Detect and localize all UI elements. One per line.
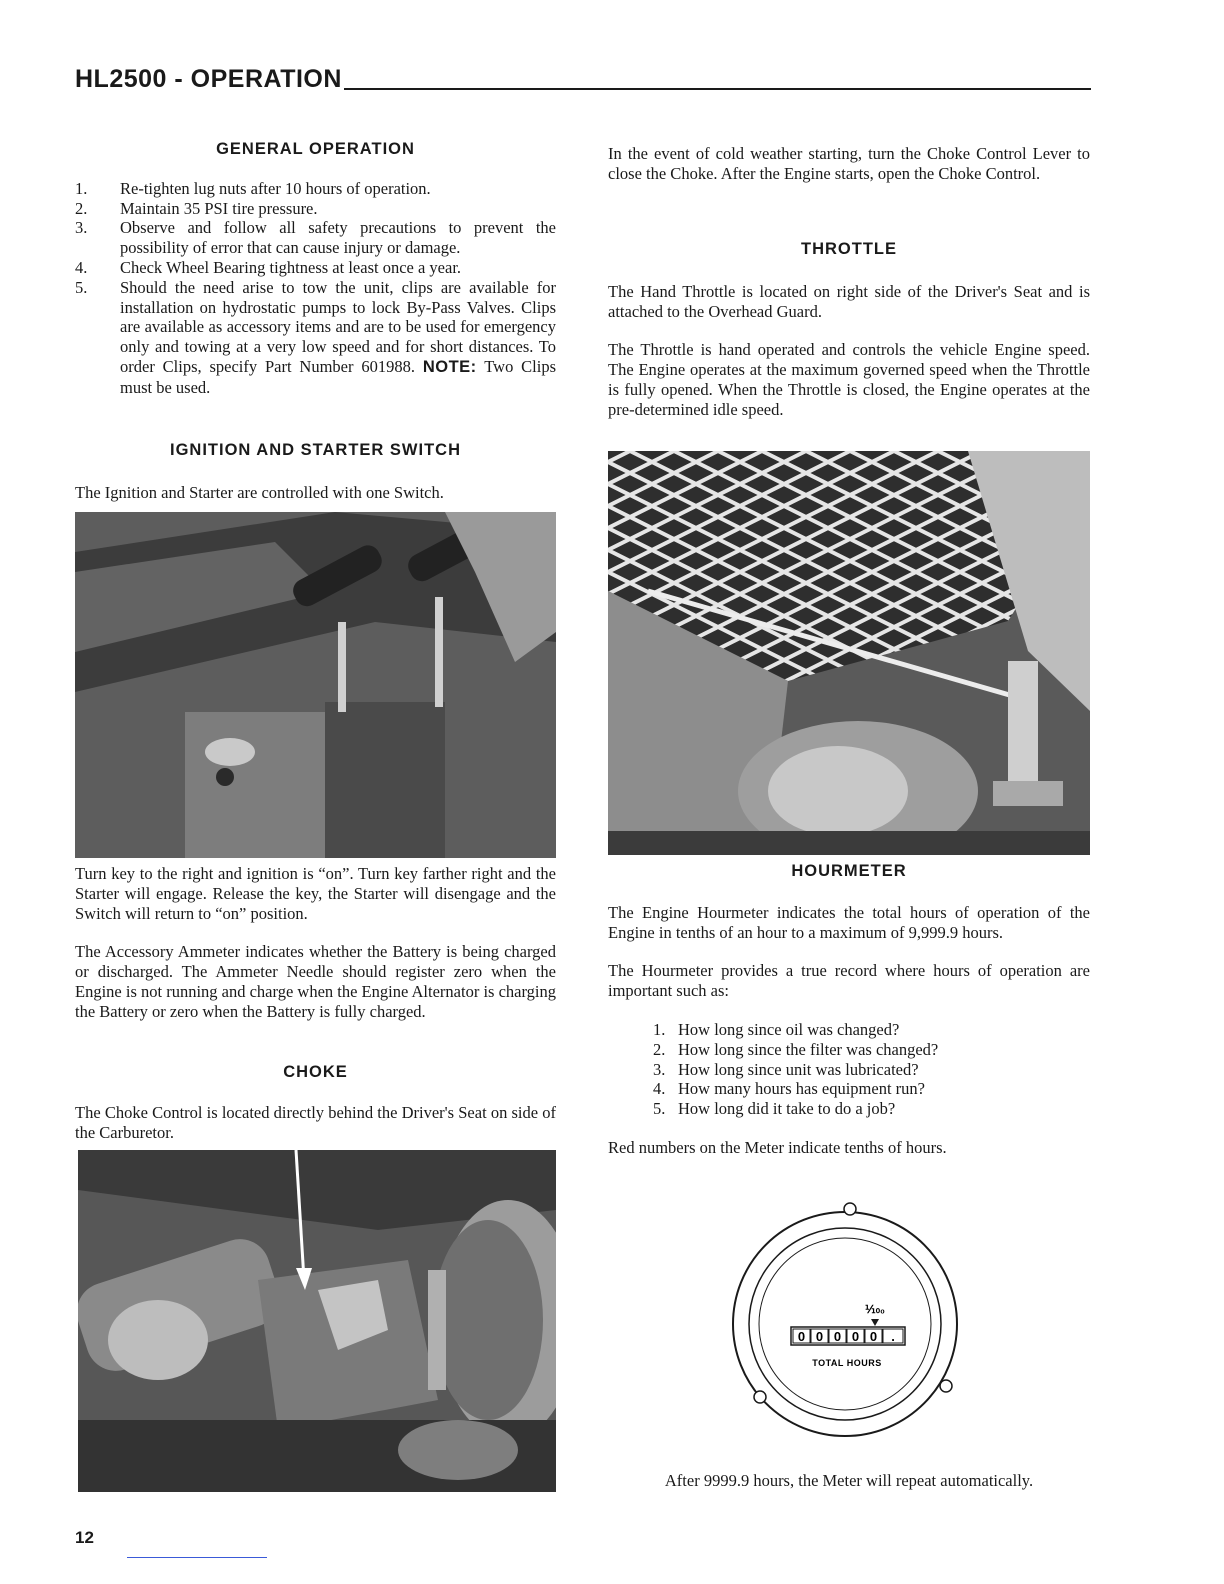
list-item: 5. Should the need arise to tow the unit, clips are available for installation on hydrostatic pumps to lock By-Pass Valves. Clips are available as accessory items and are to be used for emergency only and towing at a very low speed and for short distances. To order Clips, specify Part Number 601988. NOTE: Two Clips must be used. bbox=[75, 277, 557, 397]
page-number: 12 bbox=[75, 1528, 94, 1547]
general-operation-list bbox=[75, 179, 556, 398]
meter-digit: . bbox=[891, 1329, 895, 1344]
list-item: 2. Maintain 35 PSI tire pressure. bbox=[75, 198, 318, 218]
meter-digit: 0 bbox=[869, 1329, 878, 1344]
ignition-section bbox=[75, 441, 556, 503]
meter-digit: 0 bbox=[833, 1329, 842, 1344]
hourmeter-diagram bbox=[720, 1200, 970, 1452]
list-item: 1. Re-tighten lug nuts after 10 hours of operation. bbox=[75, 178, 431, 198]
tenths-mark: ⅒₀ bbox=[864, 1304, 886, 1316]
ignition-intro: The Ignition and Starter are controlled with one Switch. bbox=[75, 482, 444, 502]
list-item: 2. How long since the filter was changed? bbox=[653, 1039, 939, 1059]
general-operation-section bbox=[75, 140, 556, 398]
page-header bbox=[75, 58, 1091, 92]
mount-hole-right bbox=[940, 1380, 952, 1392]
list-item: 4. How many hours has equipment run? bbox=[653, 1079, 925, 1099]
hourmeter-section bbox=[608, 862, 1090, 1158]
throttle-operation-text: The Throttle is hand operated and controls the vehicle Engine speed. The Engine operates at the maximum governed speed when the Throttle is fully opened. When the Throttle is closed, the Engine operates at the pre-determined idle speed. bbox=[608, 340, 1090, 419]
header-rule bbox=[344, 88, 1091, 90]
hourmeter-gauge bbox=[720, 1200, 970, 1452]
list-item: 1. How long since oil was changed? bbox=[653, 1019, 900, 1039]
hourmeter-question-list bbox=[653, 1020, 1090, 1119]
red-numbers-text: Red numbers on the Meter indicate tenths of hours. bbox=[608, 1137, 947, 1157]
list-item: 4. Check Wheel Bearing tightness at least once a year. bbox=[75, 257, 462, 277]
total-hours-label: TOTAL HOURS bbox=[812, 1358, 882, 1368]
cold-start-text: In the event of cold weather starting, turn the Choke Control Lever to close the Choke. After the Engine starts, open the Choke Control. bbox=[608, 144, 1090, 183]
footer-rule bbox=[127, 1557, 267, 1558]
ammeter-text: The Accessory Ammeter indicates whether the Battery is being charged or discharged. The Ammeter Needle should register zero when the Engine is not running and charge when the Engine Alternator is charging the Battery or zero when the Battery is fully charged. bbox=[75, 942, 556, 1021]
throttle-photo bbox=[608, 451, 1090, 855]
mount-hole-left bbox=[754, 1391, 766, 1403]
general-operation-heading: GENERAL OPERATION bbox=[216, 140, 415, 158]
choke-text: The Choke Control is located directly behind the Driver's Seat on side of the Carburetor. bbox=[75, 1102, 556, 1142]
hourmeter-purpose: The Hourmeter provides a true record where hours of operation are important such as: bbox=[608, 961, 1090, 1001]
list-item: 3. How long since unit was lubricated? bbox=[653, 1059, 919, 1079]
list-item: 5. How long did it take to do a job? bbox=[653, 1099, 896, 1119]
carburetor-choke-photo bbox=[78, 1150, 556, 1492]
throttle-section bbox=[608, 240, 1090, 420]
meter-repeat-section bbox=[608, 1471, 1090, 1491]
meter-digit: 0 bbox=[797, 1329, 806, 1344]
choke-heading: CHOKE bbox=[283, 1063, 348, 1081]
cold-start-section bbox=[608, 144, 1090, 184]
mount-hole-top bbox=[844, 1203, 856, 1215]
ignition-heading: IGNITION AND STARTER SWITCH bbox=[170, 441, 461, 459]
meter-digit: 0 bbox=[851, 1329, 860, 1344]
hourmeter-heading: HOURMETER bbox=[791, 862, 907, 880]
ignition-switch-photo bbox=[75, 512, 556, 858]
meter-repeat-text: After 9999.9 hours, the Meter will repeat automatically. bbox=[664, 1471, 1034, 1490]
throttle-location-text: The Hand Throttle is located on right side of the Driver's Seat and is attached to the Overhead Guard. bbox=[608, 281, 1090, 321]
page-title: HL2500 - OPERATION bbox=[75, 65, 342, 93]
choke-section bbox=[75, 1063, 556, 1142]
list-item: 3. Observe and follow all safety precautions to prevent the possibility of error that can cause injury or damage. bbox=[75, 218, 556, 258]
hourmeter-description: The Engine Hourmeter indicates the total hours of operation of the Engine in tenths of an hour to a maximum of 9,999.9 hours. bbox=[608, 902, 1090, 942]
note-label: NOTE: bbox=[422, 357, 477, 376]
ignition-key-text: Turn key to the right and ignition is “on”. Turn key farther right and the Starter will engage. Release the key, the Starter will disengage and the Switch will return to “on” position. bbox=[75, 864, 556, 923]
ignition-details bbox=[75, 864, 556, 1022]
meter-digit: 0 bbox=[815, 1329, 824, 1344]
throttle-heading: THROTTLE bbox=[801, 240, 897, 258]
